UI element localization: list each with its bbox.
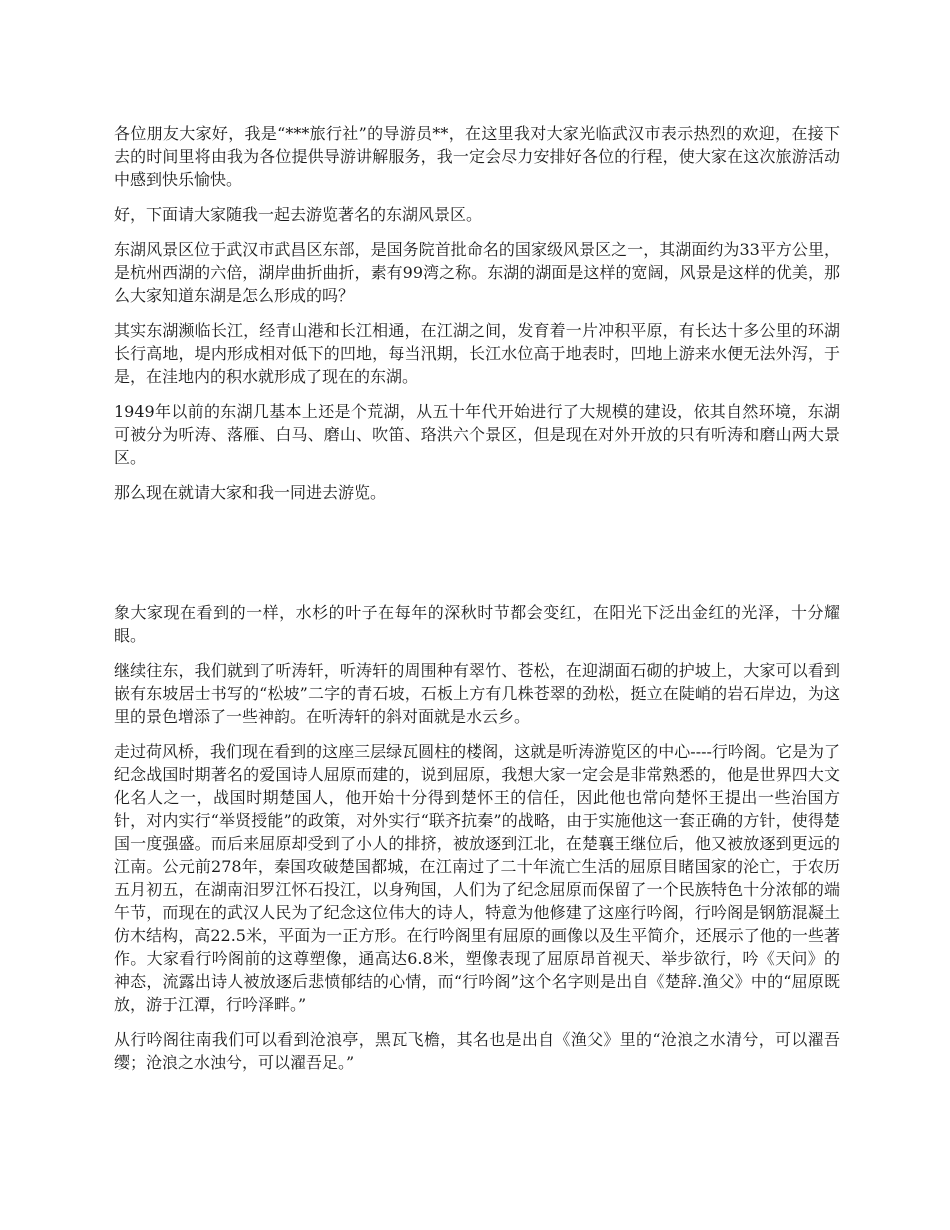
paragraph-east-lake-formation: 其实东湖濒临长江，经青山港和长江相通，在江湖之间，发育着一片冲积平原，有长达十多公里的环湖长行高地，堤内形成相对低下的凹地，每当汛期，长江水位高于地表时，凹地上游来水便无法外泻，于是，在洼地内的积水就形成了现在的东湖。 bbox=[114, 321, 840, 386]
paragraph-metasequoia: 象大家现在看到的一样，水杉的叶子在每年的深秋时节都会变红，在阳光下泛出金红的光泽，十分耀眼。 bbox=[114, 603, 840, 645]
paragraph-intro-east-lake: 好，下面请大家随我一起去游览著名的东湖风景区。 bbox=[114, 205, 483, 224]
section-spacer bbox=[114, 516, 840, 601]
paragraph-east-lake-location: 东湖风景区位于武汉市武昌区东部，是国务院首批命名的国家级风景区之一，其湖面约为33平方公里，是杭州西湖的六倍，湖岸曲折曲折，素有99湾之称。东湖的湖面是这样的宽阔，风景是这样的优美，那么大家知道东湖是怎么形成的吗？ bbox=[114, 240, 840, 305]
paragraph-xingyin-pavilion: 走过荷风桥，我们现在看到的这座三层绿瓦圆柱的楼阁，这就是听涛游览区的中心----行吟阁。它是为了纪念战国时期著名的爱国诗人屈原而建的，说到屈原，我想大家一定会是非常熟悉的，他是世界四大文化名人之一，战国时期楚国人，他开始十分得到楚怀王的信任，因此他也常向楚怀王提出一些治国方针，对内实行“举贤授能”的政策，对外实行“联齐抗秦”的战略，由于实施他这一套正确的方针，使得楚国一度强盛。而后来屈原却受到了小人的排挤，被放逐到江北，在楚襄王继位后，他又被放逐到更远的江南。公元前278年，秦国攻破楚国都城，在江南过了二十年流亡生活的屈原目睹国家的沦亡，于农历五月初五，在湖南汨罗江怀石投江，以身殉国，人们为了纪念屈原而保留了一个民族特色十分浓郁的端午节，而现在的武汉人民为了纪念这位伟大的诗人，特意为他修建了这座行吟阁，行吟阁是钢筋混凝土仿木结构，高22.5米，平面为一正方形。在行吟阁里有屈原的画像以及生平简介，还展示了他的一些著作。大家看行吟阁前的这尊塑像，通高达6.8米，塑像表现了屈原昂首视天、举步欲行，吟《天问》的神态，流露出诗人被放逐后悲愤郁结的心情，而“行吟阁”这个名字则是出自《楚辞.渔父》中的“屈原既放，游于江潭，行吟泽畔。” bbox=[114, 742, 840, 1014]
paragraph-enter-tour: 那么现在就请大家和我一同进去游览。 bbox=[114, 483, 387, 502]
paragraph-canglang-pavilion: 从行吟阁往南我们可以看到沧浪亭，黑瓦飞檐，其名也是出自《渔父》里的“沧浪之水清兮，可以濯吾缨；沧浪之水浊兮，可以濯吾足。” bbox=[114, 1030, 840, 1072]
paragraph-tingtao-pavilion: 继续往东，我们就到了听涛轩，听涛轩的周围种有翠竹、苍松，在迎湖面石砌的护坡上，大家可以看到嵌有东坡居士书写的“松坡”二字的青石坡，石板上方有几株苍翠的劲松，挺立在陡峭的岩石岸边，为这里的景色增添了一些神韵。在听涛轩的斜对面就是水云乡。 bbox=[114, 661, 840, 726]
paragraph-greeting: 各位朋友大家好，我是“***旅行社”的导游员**，在这里我对大家光临武汉市表示热烈的欢迎，在接下去的时间里将由我为各位提供导游讲解服务，我一定会尽力安排好各位的行程，使大家在这次旅游活动中感到快乐愉快。 bbox=[114, 124, 840, 189]
paragraph-east-lake-history: 1949年以前的东湖几基本上还是个荒湖，从五十年代开始进行了大规模的建设，依其自然环境，东湖可被分为听涛、落雁、白马、磨山、吹笛、珞洪六个景区，但是现在对外开放的只有听涛和磨山两大景区。 bbox=[114, 402, 840, 467]
document-page bbox=[114, 122, 840, 1086]
